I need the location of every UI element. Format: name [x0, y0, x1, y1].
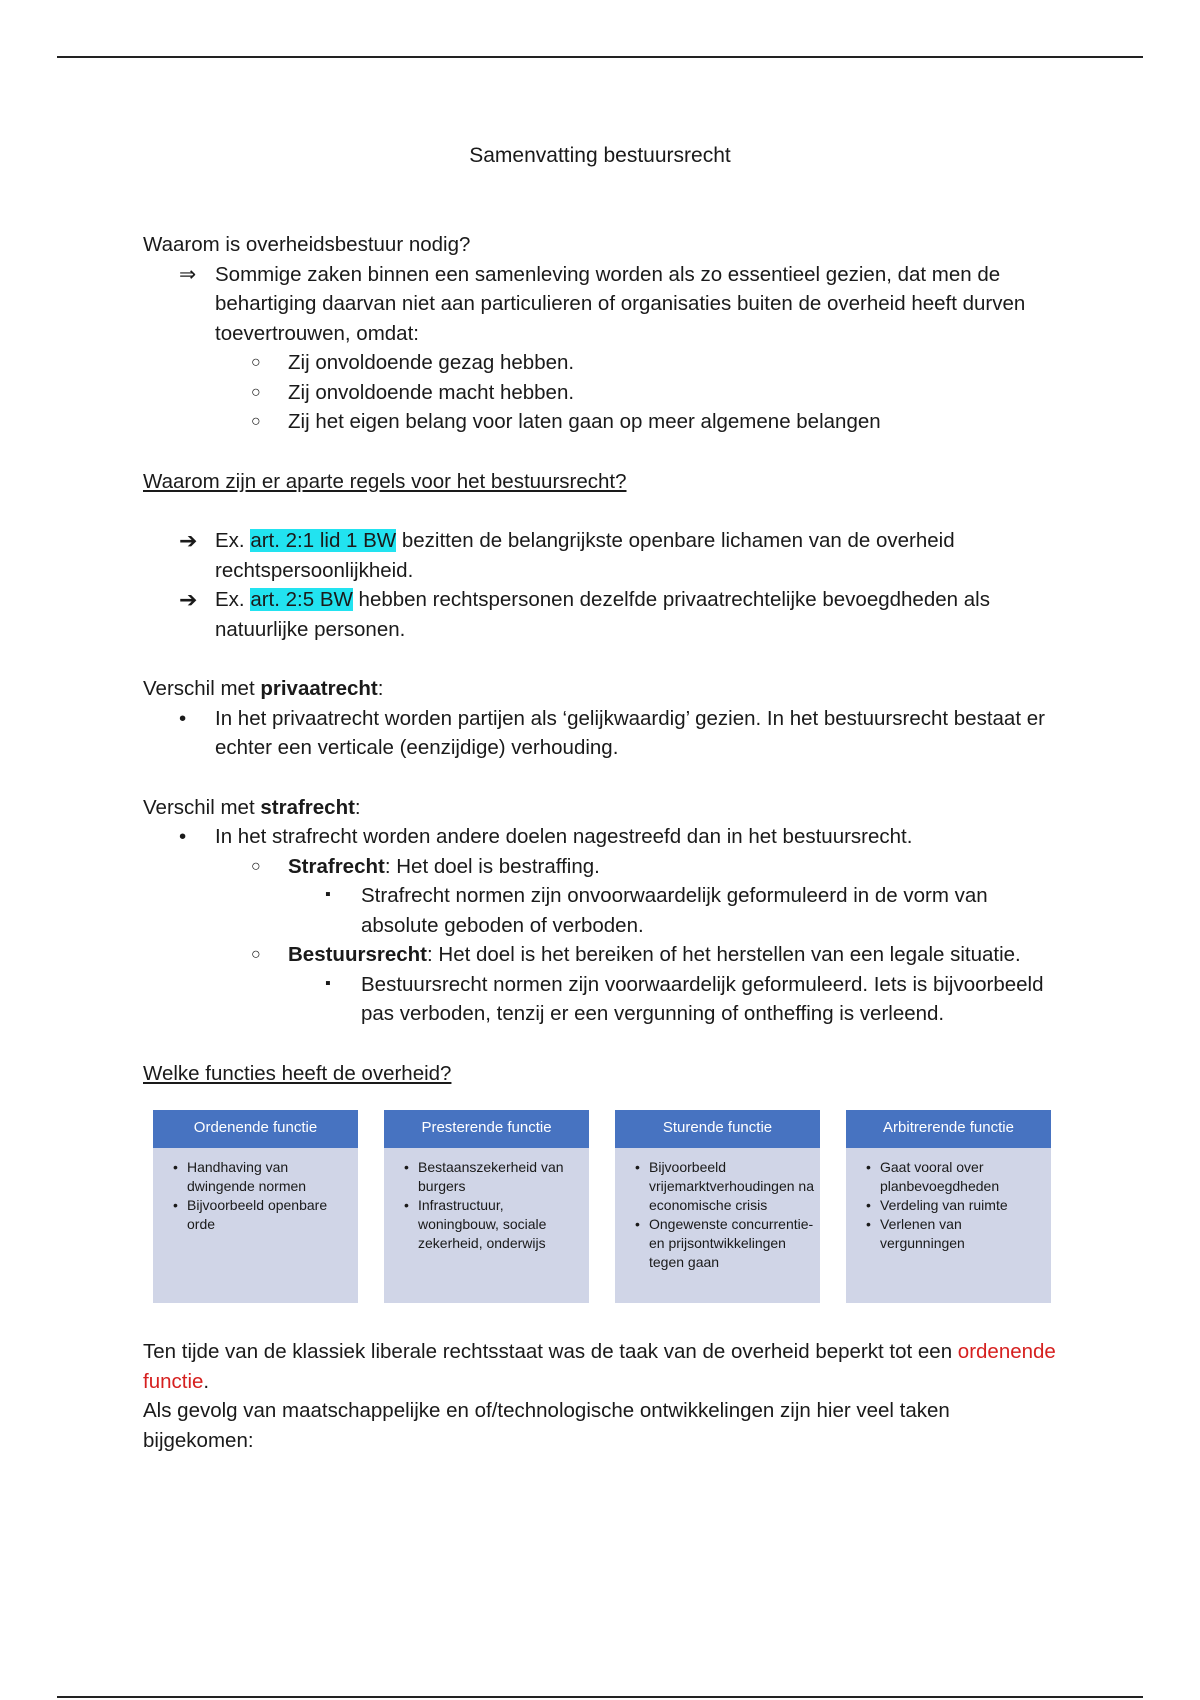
- article-reference-highlight: art. 2:1 lid 1 BW: [250, 529, 397, 552]
- article-reference-highlight: art. 2:5 BW: [250, 588, 353, 611]
- function-card-bullet: • Bestaanszekerheid van burgers: [404, 1158, 583, 1196]
- circle-bullet-icon: ○: [251, 946, 261, 963]
- function-card-title: Arbitrerende functie: [846, 1110, 1051, 1148]
- bold-arrow-icon: ➔: [179, 528, 198, 553]
- list-item: ○ Zij het eigen belang voor laten gaan op meer algemene belangen: [143, 407, 1063, 437]
- function-card: [153, 1110, 358, 1303]
- list-item: ▪ Strafrecht normen zijn onvoorwaardelijk geformuleerd in de vorm van absolute geboden of verboden.: [143, 881, 1063, 940]
- function-card-bullet: • Gaat vooral over planbevoegdheden: [866, 1158, 1045, 1196]
- list-item: ○ Bestuursrecht: Het doel is het bereiken of het herstellen van een legale situatie.: [143, 940, 1063, 970]
- function-card-bullet: • Infrastructuur, woningbouw, sociale zekerheid, onderwijs: [404, 1196, 583, 1253]
- ordenende-functie-red-text: ordenende functie: [143, 1340, 1056, 1393]
- bullet-icon: •: [179, 706, 187, 730]
- closing-paragraph-2: Als gevolg van maatschappelijke en of/technologische ontwikkelingen zijn hier veel taken bijgekomen:: [143, 1399, 950, 1452]
- bullet-icon: •: [179, 825, 187, 848]
- circle-bullet-icon: ○: [251, 857, 261, 875]
- list-item: • In het strafrecht worden andere doelen nagestreefd dan in het bestuursrecht.: [143, 822, 1063, 852]
- circle-bullet-icon: ○: [251, 413, 261, 430]
- function-card: [846, 1110, 1051, 1303]
- function-card-title: Presterende functie: [384, 1110, 589, 1148]
- function-card-bullet: • Verlenen van vergunningen: [866, 1215, 1045, 1253]
- list-item: ▪ Bestuursrecht normen zijn voorwaardelijk geformuleerd. Iets is bijvoorbeeld pas verboden, tenzij er een vergunning of ontheffing is verleend.: [143, 970, 1063, 1029]
- question-functions: Welke functies heeft de overheid?: [143, 1061, 452, 1085]
- function-card: [384, 1110, 589, 1303]
- heading-strafrecht: Verschil met strafrecht:: [143, 795, 361, 819]
- function-card-title: Sturende functie: [615, 1110, 820, 1148]
- function-card-bullet: • Ongewenste concurrentie- en prijsontwikkelingen tegen gaan: [635, 1215, 814, 1272]
- document-title: Samenvatting bestuursrecht: [469, 144, 731, 167]
- square-bullet-icon: ▪: [325, 974, 331, 992]
- circle-bullet-icon: ○: [251, 383, 261, 401]
- function-card-bullet: • Bijvoorbeeld openbare orde: [173, 1196, 352, 1234]
- heading-privaatrecht: Verschil met privaatrecht:: [143, 677, 384, 700]
- page-footer-rule: [57, 1696, 1143, 1698]
- list-item: ➔ Ex. art. 2:1 lid 1 BW bezitten de belangrijkste openbare lichamen van de overheid rechtspersoonlijkheid.: [179, 528, 955, 582]
- list-item: ○ Strafrecht: Het doel is bestraffing.: [143, 852, 1063, 882]
- list-item: ○ Zij onvoldoende gezag hebben.: [143, 348, 1063, 378]
- function-card-title: Ordenende functie: [153, 1110, 358, 1148]
- list-item: ○ Zij onvoldoende macht hebben.: [143, 378, 1063, 408]
- function-card-bullet: • Verdeling van ruimte: [866, 1196, 1045, 1215]
- question-separate-rules: Waarom zijn er aparte regels voor het bestuursrecht?: [143, 469, 627, 493]
- functions-diagram: [143, 1110, 1063, 1315]
- page-header-rule: [57, 56, 1143, 58]
- function-card: [615, 1110, 820, 1303]
- list-item: ⇒ Sommige zaken binnen een samenleving worden als zo essentieel gezien, dat men de behartiging daarvan niet aan particulieren of organisaties buiten de overheid heeft durven toevertrouwen, omdat:: [143, 260, 1063, 349]
- document-body: [143, 230, 1063, 1455]
- list-item: ➔ Ex. art. 2:5 BW hebben rechtspersonen dezelfde privaatrechtelijke bevoegdheden als natuurlijke personen.: [179, 587, 990, 641]
- closing-paragraph: Ten tijde van de klassiek liberale rechtsstaat was de taak van de overheid beperkt tot een ordenende functie.: [143, 1340, 1056, 1393]
- square-bullet-icon: ▪: [325, 886, 331, 903]
- function-card-bullet: • Handhaving van dwingende normen: [173, 1158, 352, 1196]
- list-item: • In het privaatrecht worden partijen als ‘gelijkwaardig’ gezien. In het bestuursrecht bestaat er echter een verticale (eenzijdige) verhouding.: [143, 704, 1063, 763]
- bold-arrow-icon: ➔: [179, 587, 198, 612]
- circle-bullet-icon: ○: [251, 354, 261, 371]
- function-card-bullet: • Bijvoorbeeld vrijemarktverhoudingen na economische crisis: [635, 1158, 814, 1215]
- double-arrow-icon: ⇒: [179, 262, 197, 286]
- question-why-government: Waarom is overheidsbestuur nodig?: [143, 233, 471, 256]
